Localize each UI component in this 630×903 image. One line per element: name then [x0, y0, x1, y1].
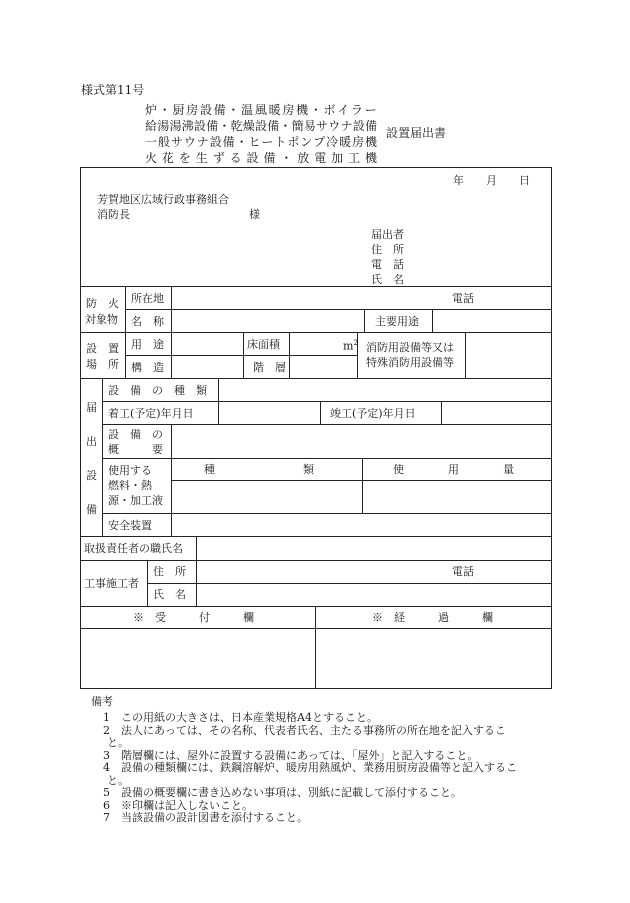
- target-group-label-1: 防 火: [86, 297, 119, 310]
- title-char: ウ: [328, 119, 341, 133]
- title-char: 設: [193, 119, 206, 133]
- equipment-group-char-3: 設: [86, 469, 97, 482]
- progress-column-header: ※ 経 過 欄: [372, 611, 493, 624]
- title-char: プ: [313, 135, 326, 149]
- title-char: 簡: [291, 119, 304, 133]
- title-char: 備: [364, 119, 377, 133]
- title-char: る: [229, 151, 242, 165]
- title-char: ず: [212, 151, 225, 165]
- notes-title: 備考: [91, 695, 113, 708]
- applicant-name-label: 氏 名: [371, 273, 404, 286]
- title-char: 易: [303, 119, 316, 133]
- note-number: 4: [103, 761, 110, 774]
- note-text: 設備の種類欄には、鉄鋼溶解炉、暖房用熱風炉、業務用厨房設備等と記入するこ: [121, 761, 517, 774]
- title-char: 燥: [242, 119, 255, 133]
- title-char: 花: [161, 151, 174, 165]
- date-day: 日: [519, 174, 530, 187]
- install-group-label-1: 設 置: [86, 342, 119, 355]
- fire-equipment-label-1: 消防用設備等又は: [366, 341, 454, 354]
- form-number: 様式第11号: [81, 83, 145, 97]
- note-text: この用紙の大きさは、日本産業規格A4とすること。: [121, 711, 378, 724]
- title-char: 設: [246, 151, 259, 165]
- start-date-label: 着工(予定)年月日: [108, 407, 194, 420]
- title-equipment-line-2: [145, 119, 377, 133]
- date-year: 年: [453, 174, 464, 187]
- title-char: ポ: [287, 135, 300, 149]
- title-char: イ: [337, 103, 350, 117]
- title-char: 湯: [169, 119, 182, 133]
- title-char: 機: [296, 103, 309, 117]
- title-char: 房: [186, 103, 199, 117]
- title-char: 般: [157, 135, 170, 149]
- install-floor-label: 階 層: [253, 361, 286, 374]
- title-char: ・: [280, 151, 293, 165]
- title-char: ・: [218, 119, 231, 133]
- fuel-kind-header: 種 類: [204, 463, 314, 476]
- title-char: ウ: [183, 135, 196, 149]
- manager-label: 取扱責任者の職氏名: [84, 542, 183, 555]
- addressee-org: 芳賀地区広域行政事務組合: [97, 193, 229, 206]
- date-month: 月: [486, 174, 497, 187]
- title-char: 機: [364, 151, 377, 165]
- note-text: 階層欄には、屋外に設置する設備にあっては、「屋外」と記入すること。: [121, 748, 479, 762]
- title-char: ナ: [196, 135, 209, 149]
- honorific: 様: [249, 208, 260, 221]
- contractor-phone-label: 電話: [452, 565, 474, 578]
- install-floor-area-label: 床面積: [247, 338, 280, 351]
- contractor-label: 工事施工者: [84, 577, 139, 590]
- title-char: 備: [222, 135, 235, 149]
- title-char: ー: [261, 135, 274, 149]
- note-text: ※印欄は記入しないこと。: [121, 798, 253, 812]
- install-use-label: 用 途: [131, 338, 164, 351]
- doc-title: 設置届出書: [386, 126, 447, 140]
- applicant-phone-label: 電 話: [371, 258, 404, 271]
- target-name-label: 名 称: [131, 315, 164, 328]
- title-char: 設: [209, 135, 222, 149]
- applicant-label: 届出者: [371, 228, 404, 241]
- target-phone-label: 電話: [452, 292, 474, 305]
- title-char: 冷: [326, 135, 339, 149]
- install-structure-label: 構 造: [131, 361, 164, 374]
- title-char: 温: [241, 103, 254, 117]
- note-number: 3: [103, 748, 110, 762]
- note-number: 6: [103, 798, 110, 812]
- title-char: 沸: [181, 119, 194, 133]
- reception-column-header: ※ 受 付 欄: [133, 611, 254, 624]
- title-char: 加: [331, 151, 344, 165]
- title-char: を: [178, 151, 191, 165]
- addressee-role: 消防長: [97, 208, 130, 221]
- target-group-label-2: 対象物: [85, 313, 118, 326]
- contractor-address-label: 住 所: [153, 565, 186, 578]
- title-char: 房: [352, 135, 365, 149]
- title-char: 設: [199, 103, 212, 117]
- title-char: 設: [352, 119, 365, 133]
- note-text: と。: [107, 773, 129, 787]
- target-main-use-label: 主要用途: [375, 315, 419, 328]
- note-text: 法人にあっては、その名称、代表者氏名、主たる事務所の所在地を記入するこ: [121, 723, 506, 737]
- title-char: ト: [274, 135, 287, 149]
- title-char: 湯: [157, 119, 170, 133]
- title-char: ・: [235, 135, 248, 149]
- note-number: 5: [103, 786, 110, 799]
- target-location-label: 所在地: [131, 292, 164, 305]
- fuel-label-3: 源・加工液: [108, 494, 163, 507]
- title-char: ・: [309, 103, 322, 117]
- note-text: と。: [107, 736, 129, 749]
- title-char: ン: [300, 135, 313, 149]
- title-char: 暖: [268, 103, 281, 117]
- floor-area-unit: $m^2$: [343, 339, 358, 353]
- note-number: 1: [103, 711, 110, 724]
- fire-equipment-label-2: 特殊消防用設備等: [366, 356, 454, 369]
- note-number: 2: [103, 723, 110, 737]
- title-char: ボ: [323, 103, 336, 117]
- title-char: 乾: [230, 119, 243, 133]
- title-char: ヒ: [248, 135, 261, 149]
- title-char: 火: [145, 151, 158, 165]
- title-char: ラ: [351, 103, 364, 117]
- title-char: 暖: [339, 135, 352, 149]
- equipment-group-char-1: 届: [86, 401, 97, 414]
- equipment-group-char-4: 備: [86, 503, 97, 516]
- equipment-type-label: 設 備 の 種 類: [108, 384, 207, 397]
- title-char: 生: [195, 151, 208, 165]
- equipment-outline-label-2: 概 要: [108, 443, 163, 456]
- title-char: 厨: [172, 103, 185, 117]
- title-char: 備: [206, 119, 219, 133]
- title-char: ー: [364, 103, 377, 117]
- title-char: 工: [348, 151, 361, 165]
- title-char: 設: [254, 119, 267, 133]
- equipment-outline-label-1: 設 備 の: [108, 428, 163, 441]
- title-char: 備: [267, 119, 280, 133]
- title-char: 給: [145, 119, 158, 133]
- completion-date-label: 竣工(予定)年月日: [330, 407, 416, 420]
- fuel-amount-header: 使 用 量: [393, 463, 514, 476]
- fuel-label-2: 燃料・熱: [108, 479, 152, 492]
- title-char: 風: [254, 103, 267, 117]
- title-char: 電: [314, 151, 327, 165]
- title-char: ・: [279, 119, 292, 133]
- contractor-name-label: 氏 名: [153, 588, 186, 601]
- note-number: 7: [103, 811, 110, 824]
- title-equipment-line-3: [145, 135, 377, 149]
- title-char: サ: [170, 135, 183, 149]
- note-text: 当該設備の設計図書を添付すること。: [121, 811, 308, 824]
- title-char: 備: [263, 151, 276, 165]
- applicant-address-label: 住 所: [371, 243, 404, 256]
- equipment-group-char-2: 出: [86, 435, 97, 448]
- title-equipment-line-4: [145, 151, 377, 165]
- title-char: サ: [316, 119, 329, 133]
- title-char: ・: [227, 103, 240, 117]
- fuel-label-1: 使用する: [108, 464, 152, 477]
- title-char: ナ: [340, 119, 353, 133]
- title-char: 一: [145, 135, 158, 149]
- title-char: 房: [282, 103, 295, 117]
- safety-device-label: 安全装置: [108, 519, 152, 532]
- title-char: 炉: [145, 103, 158, 117]
- install-group-label-2: 場 所: [86, 358, 119, 371]
- title-char: ・: [158, 103, 171, 117]
- note-text: 設備の概要欄に書き込めない事項は、別紙に記載して添付すること。: [121, 786, 462, 799]
- title-equipment-line-1: [145, 103, 377, 117]
- title-char: 備: [213, 103, 226, 117]
- title-char: 機: [364, 135, 377, 149]
- title-char: 放: [297, 151, 310, 165]
